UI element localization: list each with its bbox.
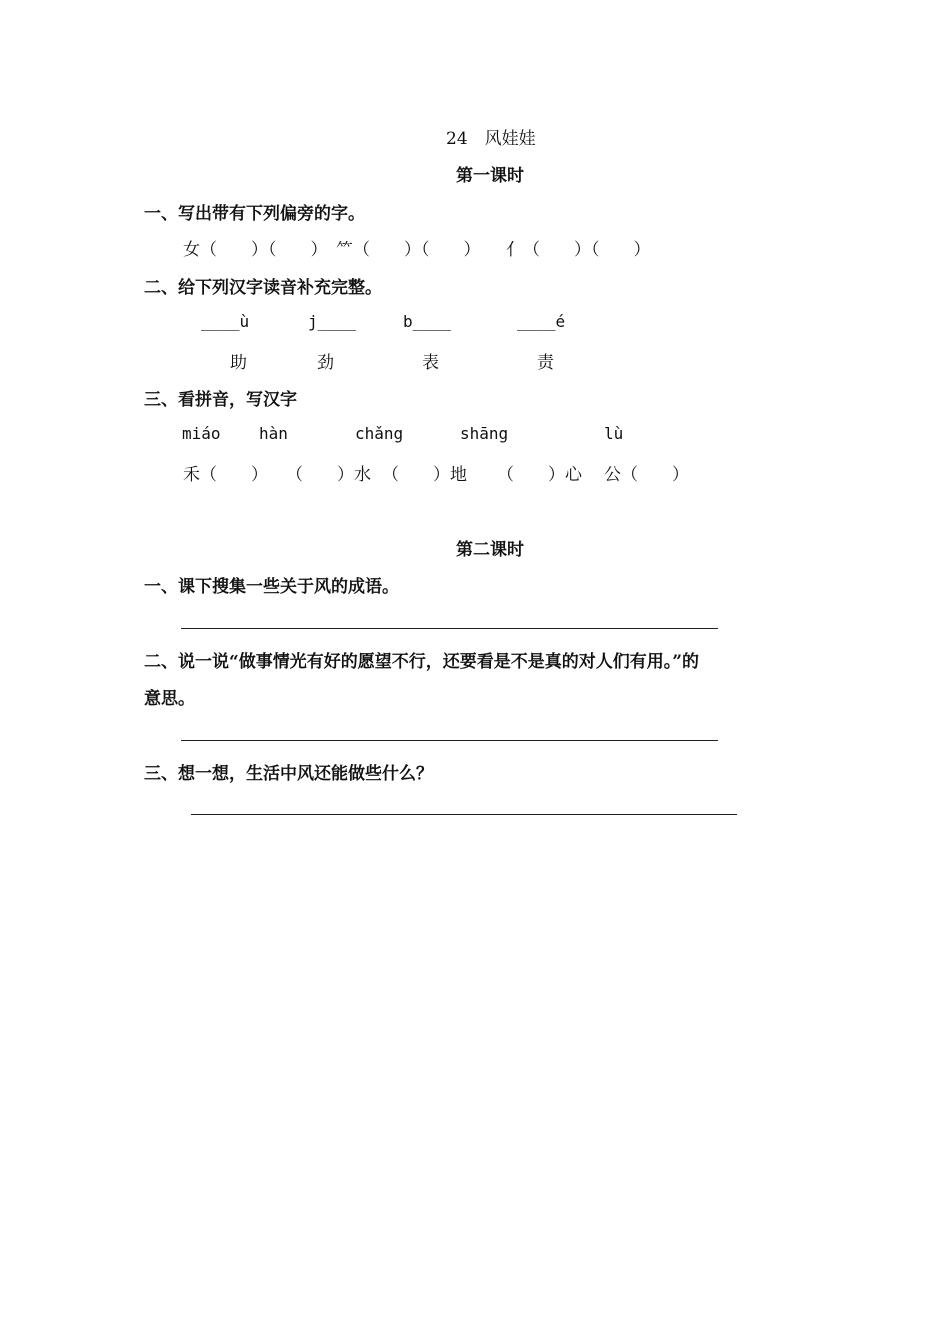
hanzi-4: 责 bbox=[537, 353, 554, 373]
pinyin-5: lù bbox=[604, 424, 624, 443]
lesson1-question-1: 一、写出带有下列偏旁的字。 bbox=[144, 204, 365, 224]
lesson2-question-2-line2: 意思。 bbox=[144, 689, 195, 709]
lesson2-question-2-line1: 二、说一说“做事情光有好的愿望不行，还要看是不是真的对人们有用。”的 bbox=[144, 652, 700, 672]
pinyin-blank-1: ____ù bbox=[201, 312, 250, 331]
pinyin-1: miáo bbox=[182, 424, 221, 443]
hanzi-1: 助 bbox=[230, 353, 247, 373]
hanzi-3: 表 bbox=[422, 353, 439, 373]
hanzi-blank-3: （ ）地 bbox=[382, 465, 467, 485]
answer-line-2 bbox=[181, 740, 718, 741]
pinyin-2: hàn bbox=[259, 424, 288, 443]
lesson2-question-1: 一、课下搜集一些关于风的成语。 bbox=[144, 577, 399, 597]
pinyin-4: shāng bbox=[460, 424, 509, 443]
lesson1-question-2: 二、给下列汉字读音补充完整。 bbox=[144, 278, 382, 298]
page-title: 24 风娃娃 bbox=[446, 129, 536, 149]
hanzi-blank-2: （ ）水 bbox=[286, 465, 371, 485]
lesson1-heading: 第一课时 bbox=[456, 166, 524, 186]
pinyin-3: chǎng bbox=[355, 424, 404, 443]
answer-line-1 bbox=[181, 628, 718, 629]
hanzi-2: 劲 bbox=[317, 353, 334, 373]
pinyin-blank-3: b____ bbox=[403, 312, 452, 331]
hanzi-blank-1: 禾（ ） bbox=[183, 465, 268, 485]
lesson2-question-3: 三、想一想，生活中风还能做些什么？ bbox=[144, 764, 433, 784]
hanzi-blank-4: （ ）心 bbox=[497, 465, 582, 485]
hanzi-blank-5: 公（ ） bbox=[604, 465, 689, 485]
lesson1-question-3: 三、看拼音，写汉字 bbox=[144, 390, 297, 410]
answer-line-3 bbox=[191, 814, 737, 815]
pinyin-blank-2: j____ bbox=[308, 312, 357, 331]
pinyin-blank-4: ____é bbox=[517, 312, 566, 331]
lesson2-heading: 第二课时 bbox=[456, 540, 524, 560]
radical-answer-row: 女（ ）（ ） ⺮（ ）（ ） 亻（ ）（ ） bbox=[183, 240, 651, 260]
